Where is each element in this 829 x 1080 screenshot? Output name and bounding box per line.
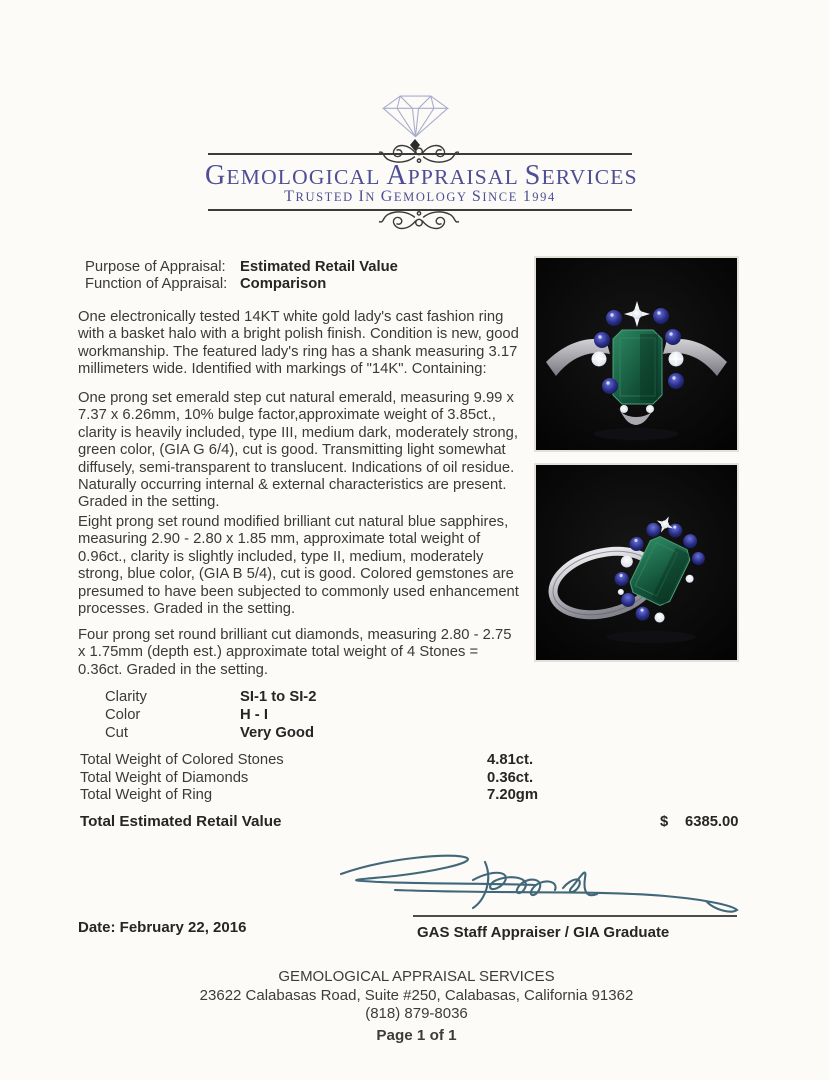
diamond-logo-icon xyxy=(377,93,454,139)
total-row-diamonds xyxy=(80,770,680,788)
total-value: 7.20gm xyxy=(487,787,538,804)
date-text: Date: February 22, 2016 xyxy=(78,919,247,936)
total-row-colored-stones xyxy=(80,752,680,770)
purpose-label: Purpose of Appraisal: xyxy=(85,259,226,275)
total-label: Total Weight of Ring xyxy=(80,787,213,804)
ring-photo-front xyxy=(534,256,739,452)
totals-table xyxy=(80,752,680,805)
footer-phone: (818) 879-8036 xyxy=(365,1005,468,1022)
signature-ink xyxy=(335,850,750,920)
footer-org-name: GEMOLOGICAL APPRAISAL SERVICES xyxy=(278,968,555,985)
brand-title: GEMOLOGICAL APPRAISAL SERVICES xyxy=(205,160,638,191)
sapphire-description: Eight prong set round modified brilliant cut natural blue sapphires, measuring 2.90 - 2.80 x 1.85 mm, approximate total weight of 0.96ct., clarity is slightly included, type II, medium, moderately strong, blue color, (GIA B 5/4), cut is good. Colored gemstones are presumed to have been subjected to commonly used enhancement processes. Graded in the setting. xyxy=(78,514,519,618)
grade-label: Color xyxy=(105,707,141,723)
function-row xyxy=(85,276,525,293)
ring-description: One electronically tested 14KT white gold lady's cast fashion ring with a basket halo with a bright polish finish. Condition is new, good workmanship. The featured lady's ring has a shank measuring 3.17 millimeters wide. Identified with markings of "14K". Containing: xyxy=(78,309,519,378)
grade-row-cut xyxy=(105,724,505,742)
footer xyxy=(2,968,829,1044)
appraisal-meta xyxy=(85,259,525,294)
footer-address: 23622 Calabasas Road, Suite #250, Calabasas, California 91362 xyxy=(199,987,634,1004)
diamond-description: Four prong set round brilliant cut diamonds, measuring 2.80 - 2.75 x 1.75mm (depth est.) approximate total weight of 4 Stones = 0.36ct. Graded in the setting. xyxy=(78,627,512,678)
ring-front-illustration xyxy=(536,258,737,450)
page-indicator: Page 1 of 1 xyxy=(376,1027,457,1044)
retail-value-row xyxy=(80,813,820,831)
total-label: Total Weight of Colored Stones xyxy=(80,752,284,768)
purpose-value: Estimated Retail Value xyxy=(240,259,398,275)
function-value: Comparison xyxy=(240,276,327,293)
ring-side-illustration xyxy=(536,465,737,660)
diamond-grades-table xyxy=(105,688,505,742)
currency-symbol: $ xyxy=(660,814,669,830)
total-label: Total Weight of Diamonds xyxy=(80,769,249,786)
flourish-bottom-icon xyxy=(378,206,460,233)
grade-value: Very Good xyxy=(240,725,315,741)
grade-value: SI-1 to SI-2 xyxy=(240,689,317,705)
brand-tagline: TRUSTED IN GEMOLOGY SINCE 1994 xyxy=(284,188,556,205)
signer-title: GAS Staff Appraiser / GIA Graduate xyxy=(417,924,670,941)
grade-value: H - I xyxy=(240,707,268,723)
signature-line xyxy=(413,915,737,917)
total-value: 0.36ct. xyxy=(487,769,534,786)
emerald-description: One prong set emerald step cut natural emerald, measuring 9.99 x 7.37 x 6.26mm, 10% bulge factor,approximate weight of 3.85ct., clarity is heavily included, type III, medium dark, moderately strong, green color, (GIA G 6/4), cut is good. Transmitting light somewhat diffusely, semi-transparent to translucent. Indications of oil residue. Naturally occurring internal & external characteristics are present. Graded in the setting. xyxy=(78,390,518,511)
grade-row-clarity xyxy=(105,688,505,706)
function-label: Function of Appraisal: xyxy=(85,276,228,293)
retail-label: Total Estimated Retail Value xyxy=(80,813,282,830)
grade-label: Clarity xyxy=(105,689,147,705)
total-value: 4.81ct. xyxy=(487,752,534,768)
ring-photo-side xyxy=(534,463,739,662)
grade-row-color xyxy=(105,706,505,724)
total-row-ring xyxy=(80,787,680,805)
grade-label: Cut xyxy=(105,725,129,741)
purpose-row xyxy=(85,259,525,276)
retail-amount: 6385.00 xyxy=(685,814,739,830)
